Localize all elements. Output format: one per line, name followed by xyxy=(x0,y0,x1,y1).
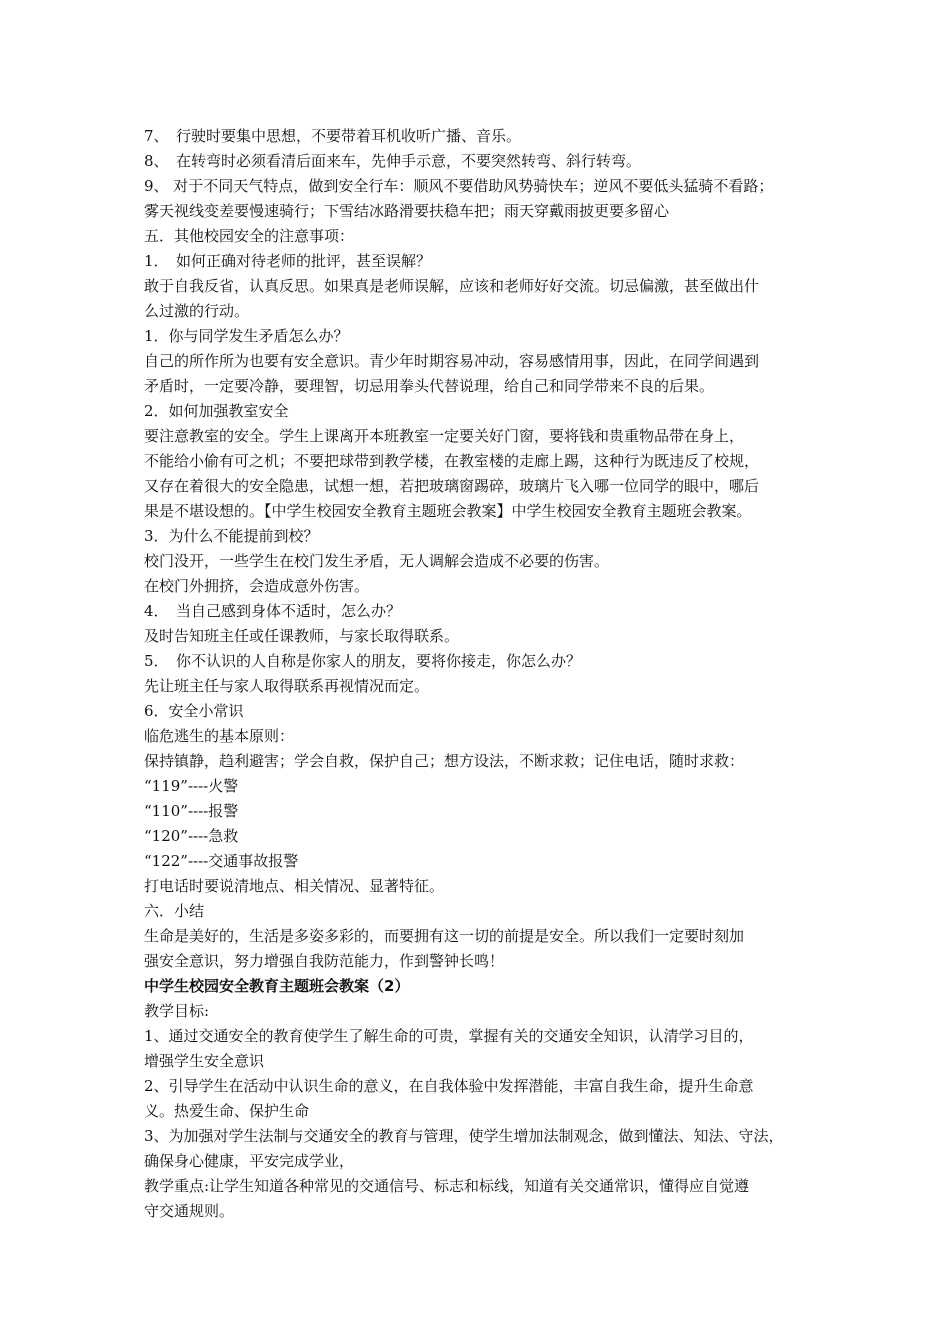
question-line: 1．你与同学发生矛盾怎么办？ xyxy=(144,327,349,345)
text-line: 又存在着很大的安全隐患，试想一想，若把玻璃窗踢碎，玻璃片飞入哪一位同学的眼中，哪后 xyxy=(144,477,760,495)
section-heading: 五．其他校园安全的注意事项： xyxy=(144,227,355,245)
document-subtitle: 中学生校园安全教育主题班会教案（2） xyxy=(144,977,410,995)
text-line: 先让班主任与家人取得联系再视情况而定。 xyxy=(144,677,430,695)
text-line: 临危逃生的基本原则： xyxy=(144,727,295,745)
text-line: 校门没开，一些学生在校门发生矛盾，无人调解会造成不必要的伤害。 xyxy=(144,552,610,570)
text-line: 不能给小偷有可之机；不要把球带到教学楼，在教室楼的走廊上踢，这种行为既违反了校规， xyxy=(144,452,760,470)
question-line: 2．如何加强教室安全 xyxy=(144,402,289,420)
text-line: 教学目标: xyxy=(144,1002,210,1020)
text-line: 确保身心健康，平安完成学业， xyxy=(144,1152,355,1170)
text-line: 生命是美好的，生活是多姿多彩的，而要拥有这一切的前提是安全。所以我们一定要时刻加 xyxy=(144,927,745,945)
phone-number-line: “119”----火警 xyxy=(144,777,239,795)
text-line: 么过激的行动。 xyxy=(144,302,250,320)
question-line: 5． 你不认识的人自称是你家人的朋友，要将你接走，你怎么办？ xyxy=(144,652,582,670)
text-line: 及时告知班主任或任课教师，与家长取得联系。 xyxy=(144,627,460,645)
section-heading: 六．小结 xyxy=(144,902,205,920)
text-line: 敢于自我反省，认真反思。如果真是老师误解，应该和老师好好交流。切忌偏激，甚至做出什 xyxy=(144,277,760,295)
text-line: 守交通规则。 xyxy=(144,1202,235,1220)
text-line: 2、引导学生在活动中认识生命的意义，在自我体验中发挥潜能，丰富自我生命，提升生命意 xyxy=(144,1077,754,1095)
question-line: 3．为什么不能提前到校？ xyxy=(144,527,319,545)
phone-number-line: “110”----报警 xyxy=(144,802,239,820)
text-line: 强安全意识，努力增强自我防范能力，作到警钟长鸣！ xyxy=(144,952,505,970)
text-line: 增强学生安全意识 xyxy=(144,1052,265,1070)
text-line: 保持镇静，趋利避害；学会自救，保护自己；想方设法，不断求救；记住电话，随时求救： xyxy=(144,752,745,770)
text-line: 要注意教室的安全。学生上课离开本班教室一定要关好门窗，要将钱和贵重物品带在身上， xyxy=(144,427,745,445)
phone-number-line: “120”----急救 xyxy=(144,827,239,845)
question-line: 4． 当自己感到身体不适时，怎么办？ xyxy=(144,602,402,620)
question-line: 6．安全小常识 xyxy=(144,702,244,720)
text-line: 自己的所作所为也要有安全意识。青少年时期容易冲动，容易感情用事，因此，在同学间遇到 xyxy=(144,352,760,370)
text-line: 7、 行驶时要集中思想，不要带着耳机收听广播、音乐。 xyxy=(144,127,522,145)
text-line: 打电话时要说清地点、相关情况、显著特征。 xyxy=(144,877,445,895)
document-page xyxy=(144,124,824,1224)
text-line: 在校门外拥挤，会造成意外伤害。 xyxy=(144,577,370,595)
text-line: 教学重点:让学生知道各种常见的交通信号、标志和标线，知道有关交通常识，懂得应自觉遵 xyxy=(144,1177,750,1195)
question-line: 1． 如何正确对待老师的批评，甚至误解？ xyxy=(144,252,432,270)
text-line: 果是不堪设想的。【中学生校园安全教育主题班会教案】中学生校园安全教育主题班会教案。 xyxy=(144,502,752,520)
phone-number-line: “122”----交通事故报警 xyxy=(144,852,299,870)
text-line: 8、 在转弯时必须看清后面来车，先伸手示意，不要突然转弯、斜行转弯。 xyxy=(144,152,642,170)
text-line: 雾天视线变差要慢速骑行；下雪结冰路滑要扶稳车把；雨天穿戴雨披更要多留心 xyxy=(144,202,670,220)
text-line: 矛盾时，一定要冷静，要理智，切忌用拳头代替说理，给自己和同学带来不良的后果。 xyxy=(144,377,715,395)
text-line: 9、 对于不同天气特点，做到安全行车：顺风不要借助风势骑快车；逆风不要低头猛骑不看路； xyxy=(144,177,774,195)
text-line: 1、通过交通安全的教育使学生了解生命的可贵，掌握有关的交通安全知识，认清学习目的， xyxy=(144,1027,754,1045)
text-line: 3、为加强对学生法制与交通安全的教育与管理，使学生增加法制观念，做到懂法、知法、守法， xyxy=(144,1127,784,1145)
text-line: 义。热爱生命、保护生命 xyxy=(144,1102,310,1120)
